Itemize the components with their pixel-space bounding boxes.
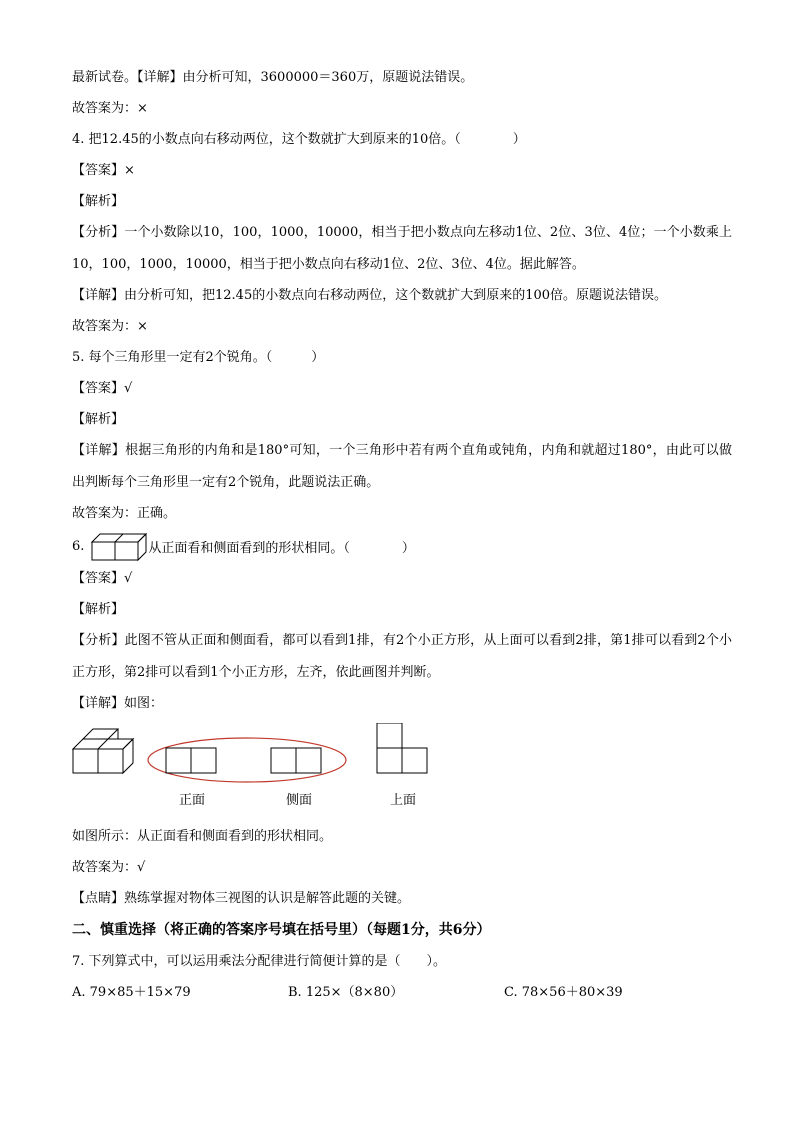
question-number: 6. [72, 538, 85, 554]
figure-conclusion: 如图所示：从正面看和侧面看到的形状相同。 [72, 829, 333, 844]
question-5: 5. 每个三角形里一定有2个锐角。（ ） [72, 350, 325, 365]
document-page [72, 62, 732, 1008]
option-b: B. 125×（8×80） [288, 985, 404, 1000]
option-a: A. 79×85＋15×79 [72, 985, 191, 1000]
three-view-diagram [72, 723, 432, 821]
text-line: 最新试卷。【详解】由分析可知，3600000＝360万，原题说法错误。 [72, 70, 474, 85]
answer-label: 【答案】× [72, 163, 135, 178]
analysis-label: 【解析】 [72, 194, 125, 209]
top-view-label: 上面 [390, 793, 417, 808]
front-view-label: 正面 [179, 793, 206, 808]
three-view-figure [72, 723, 732, 821]
analysis-paragraph: 【分析】一个小数除以10，100，1000，10000，相当于把小数点向左移动1位、2位、3位、4位；一个小数乘上10，100，1000，10000，相当于把小数点向右移动1位、2位、3位、4位。据此解答。 [72, 225, 732, 272]
answer-label: 【答案】√ [72, 571, 133, 586]
q7-options [72, 977, 732, 1008]
question-7: 7. 下列算式中，可以运用乘法分配律进行简便计算的是（ ）。 [72, 954, 447, 969]
tip-paragraph: 【点睛】熟练掌握对物体三视图的认识是解答此题的关键。 [72, 891, 411, 906]
side-view-label: 侧面 [286, 793, 313, 808]
detail-paragraph: 【详解】由分析可知，把12.45的小数点向右移动两位，这个数就扩大到原来的100倍。原题说法错误。 [72, 288, 668, 303]
question-text: 从正面看和侧面看到的形状相同。（ ） [148, 540, 415, 556]
answer-label: 【答案】√ [72, 381, 133, 396]
final-answer: 故答案为：√ [72, 860, 146, 875]
question-4: 4. 把12.45的小数点向右移动两位，这个数就扩大到原来的10倍。（ ） [72, 132, 526, 147]
final-answer: 故答案为：× [72, 319, 148, 334]
question-6 [72, 529, 732, 563]
text-line: 故答案为：× [72, 101, 148, 116]
analysis-label: 【解析】 [72, 412, 125, 427]
analysis-paragraph: 【分析】此图不管从正面和侧面看，都可以看到1排，有2个小正方形，从上面可以看到2排，第1排可以看到2个小正方形，第2排可以看到1个小正方形，左齐，依此画图并判断。 [72, 633, 732, 680]
detail-paragraph: 【详解】如图： [72, 696, 164, 711]
cube-figure [90, 530, 148, 562]
analysis-label: 【解析】 [72, 602, 125, 617]
detail-paragraph: 【详解】根据三角形的内角和是180°可知，一个三角形中若有两个直角或钝角，内角和就超过180°，由此可以做出判断每个三角形里一定有2个锐角，此题说法正确。 [72, 443, 732, 490]
option-c: C. 78×56＋80×39 [504, 985, 623, 1000]
final-answer: 故答案为：正确。 [72, 506, 177, 521]
section-heading: 二、慎重选择（将正确的答案序号填在括号里）（每题1分，共6分） [72, 922, 491, 938]
